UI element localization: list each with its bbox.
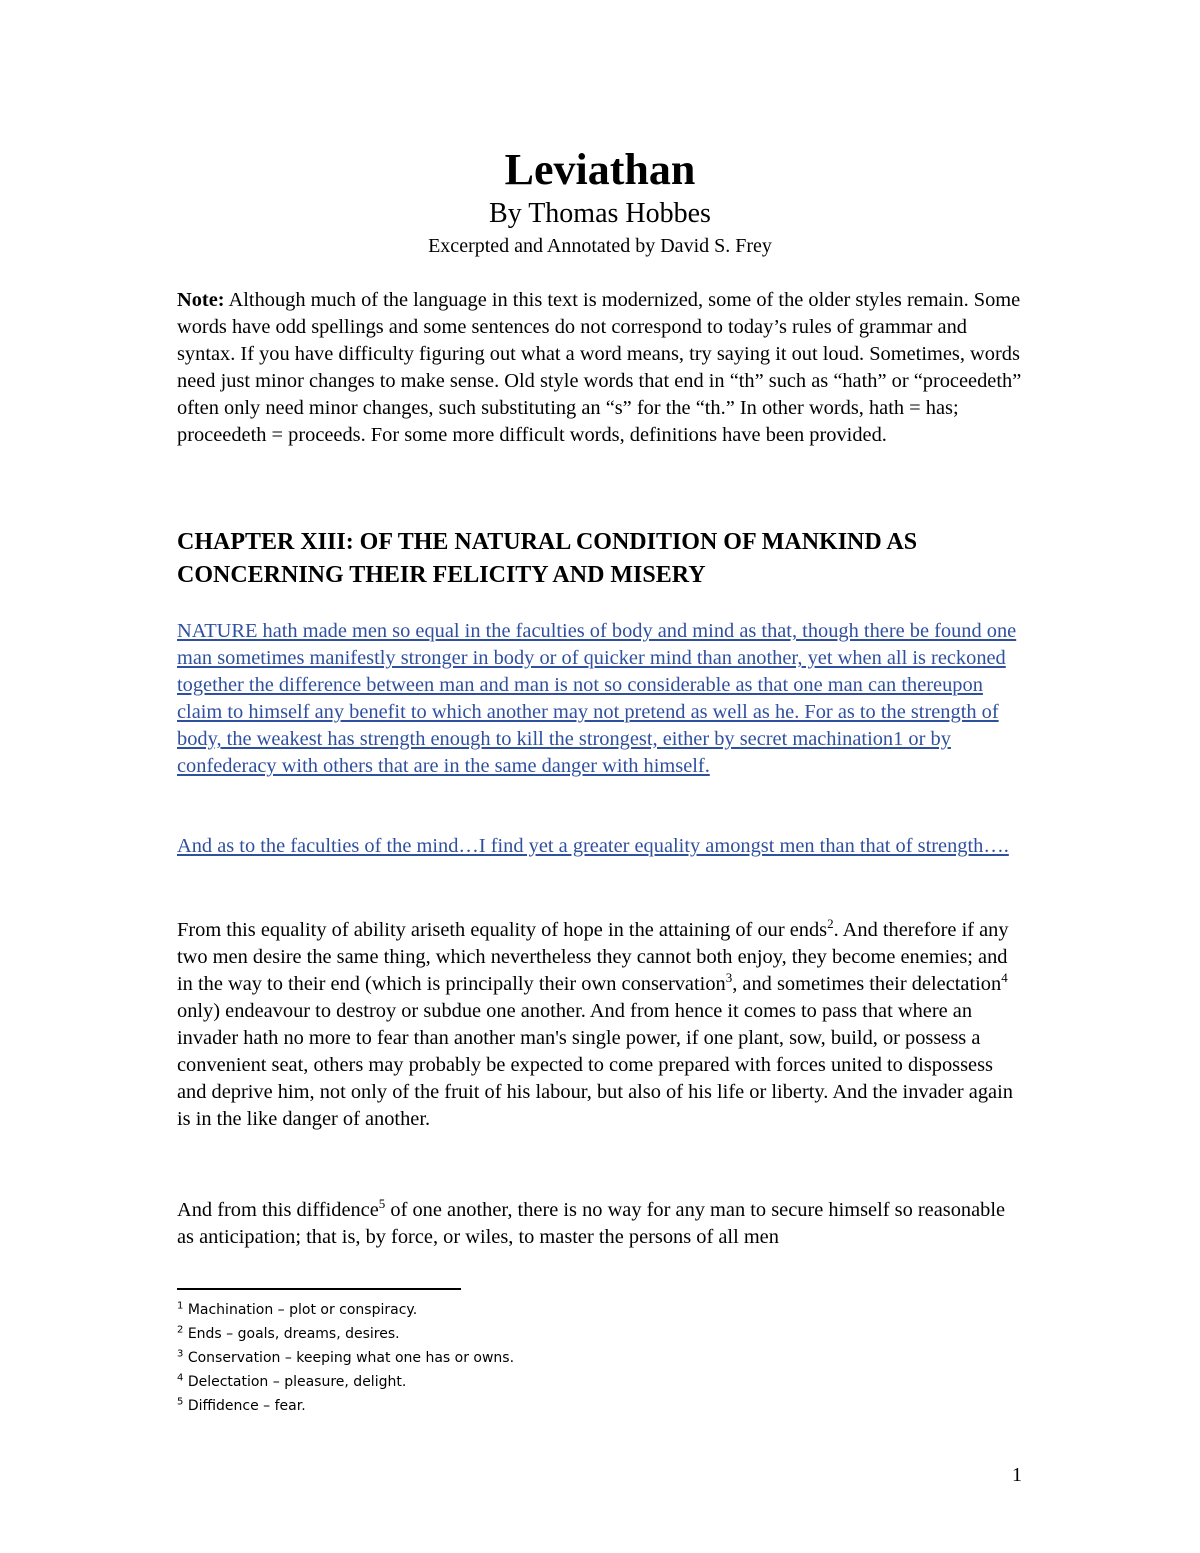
footnote-number: 5 xyxy=(177,1396,184,1408)
footnote-text: Diffidence – fear. xyxy=(183,1398,306,1414)
note-paragraph xyxy=(177,287,1027,449)
footnote-item xyxy=(177,1298,877,1322)
paragraph-equality xyxy=(177,917,1027,1133)
paragraph-text: , and sometimes their delectation xyxy=(732,973,1002,995)
footnote-ref-3[interactable]: 3 xyxy=(725,970,733,986)
paragraph-text: of one another, there is no way for any man to secure himself so reasonable as anticipation; that is, by force, or wiles, to master the persons of all men xyxy=(177,1199,1006,1248)
footnote-text: Machination – plot or conspiracy. xyxy=(183,1302,418,1318)
footnote-text: Conservation – keeping what one has or owns. xyxy=(183,1350,515,1366)
footnote-text: Ends – goals, dreams, desires. xyxy=(183,1326,400,1342)
quote-paragraph-mind: And as to the faculties of the mind…I find yet a greater equality amongst men than that of strength…. xyxy=(177,835,1009,857)
note-text: Although much of the language in this text is modernized, some of the older styles remain. Some words have odd spellings and some sentences do not correspond to today’s rules of grammar and syntax. If you have difficulty figuring out what a word means, try saying it out loud. Sometimes, words need just minor changes to make sense. Old style words that end in “th” such as “hath” or “proceedeth” often only need minor changes, such substituting an “s” for the “th.” In other words, hath = has; proceedeth = proceeds. For some more difficult words, definitions have been provided. xyxy=(177,289,1022,446)
paragraph-text: only) endeavour to destroy or subdue one another. And from hence it comes to pass that where an invader hath no more to fear than another man's single power, if one plant, sow, build, or possess a convenient seat, others may probably be expected to come prepared with forces united to dispossess and deprive him, not only of the fruit of his labour, but also of his life or liberty. And the invader again is in the like danger of another. xyxy=(177,1000,1013,1130)
footnote-item xyxy=(177,1394,877,1418)
footnote-item xyxy=(177,1370,877,1394)
footnote-number: 1 xyxy=(177,1300,184,1312)
document-author: By Thomas Hobbes xyxy=(489,198,711,229)
paragraph-text: . And therefore if any two men desire the same thing, which nevertheless they cannot both enjoy, they become enemies; and in the way to their end (which is principally their own conservation xyxy=(177,919,1009,995)
footnote-number: 2 xyxy=(177,1324,184,1336)
note-label: Note: xyxy=(177,289,225,311)
paragraph-text: And from this diffidence xyxy=(177,1199,379,1221)
footnote-ref-5[interactable]: 5 xyxy=(378,1196,386,1212)
footnote-number: 3 xyxy=(177,1348,184,1360)
footnote-text: Delectation – pleasure, delight. xyxy=(183,1374,407,1390)
footnote-separator xyxy=(177,1288,461,1290)
document-editor-credit: Excerpted and Annotated by David S. Frey xyxy=(428,235,772,257)
footnote-item xyxy=(177,1346,877,1370)
footnote-ref-4[interactable]: 4 xyxy=(1001,970,1008,986)
footnotes-list xyxy=(177,1298,877,1418)
chapter-heading: CHAPTER XIII: OF THE NATURAL CONDITION OF MANKIND AS CONCERNING THEIR FELICITY AND MISERY xyxy=(177,529,918,588)
page-number: 1 xyxy=(1012,1464,1022,1486)
document-title: Leviathan xyxy=(504,145,696,194)
paragraph-text: From this equality of ability ariseth equality of hope in the attaining of our ends xyxy=(177,919,828,941)
quote-paragraph-nature: NATURE hath made men so equal in the faculties of body and mind as that, though there be found one man sometimes manifestly stronger in body or of quicker mind than another, yet when all is reckoned together the difference between man and man is not so considerable as that one man can thereupon claim to himself any benefit to which another may not pretend as well as he. For as to the strength of body, the weakest has strength enough to kill the strongest, either by secret machination1 or by confederacy with others that are in the same danger with himself. xyxy=(177,620,1017,777)
footnote-ref-2[interactable]: 2 xyxy=(827,916,834,932)
footnote-item xyxy=(177,1322,877,1346)
footnote-number: 4 xyxy=(177,1372,184,1384)
paragraph-diffidence xyxy=(177,1197,1027,1251)
